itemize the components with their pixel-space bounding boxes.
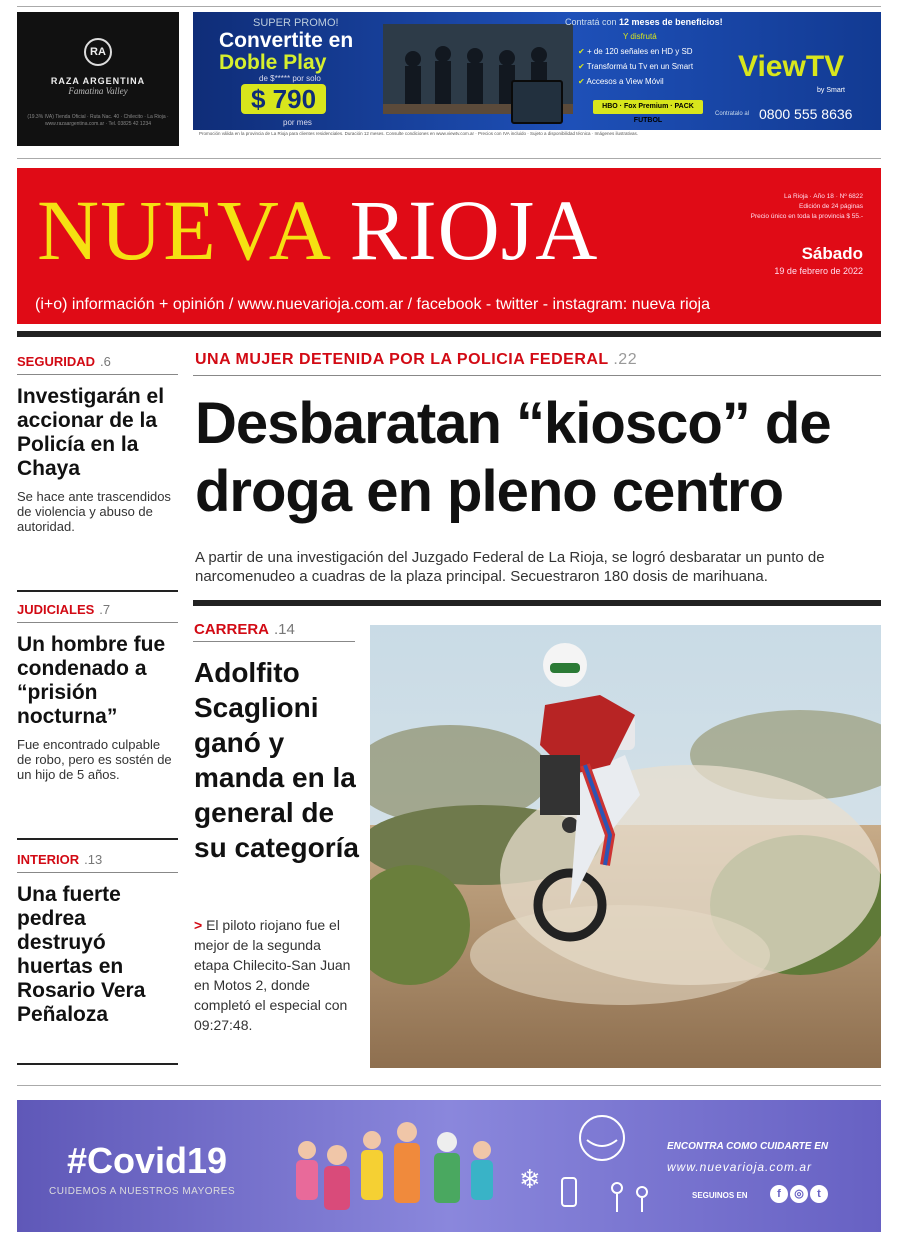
hygiene-icons xyxy=(507,1108,657,1226)
section-name: CARRERA xyxy=(194,621,269,638)
edition-meta-line: La Rioja · Año 18 · Nº 6822 xyxy=(784,193,863,200)
viewtv-offer xyxy=(219,30,353,74)
raza-brand: RAZA ARGENTINA xyxy=(50,76,146,86)
raza-argentina-ad[interactable] xyxy=(17,12,179,146)
kicker-rule xyxy=(193,375,881,376)
facebook-icon[interactable]: f xyxy=(770,1185,788,1203)
section-label xyxy=(17,852,178,867)
covid-find-text: ENCONTRA COMO CUIDARTE EN xyxy=(667,1141,829,1152)
raza-logo: RA xyxy=(84,38,112,66)
svg-text:❄: ❄ xyxy=(519,1165,541,1195)
viewtv-by-smart: by Smart xyxy=(817,87,846,94)
covid-hashtag: #Covid19 xyxy=(67,1140,228,1181)
second-headline[interactable]: Adolfito Scaglioni ganó y manda en la general de su categoría xyxy=(194,657,359,863)
viewtv-logo: ViewTV xyxy=(738,50,845,83)
masthead-underline xyxy=(17,331,881,337)
instagram-icon[interactable]: ◎ xyxy=(790,1185,808,1203)
section-rule xyxy=(17,374,178,375)
covid-slogan: CUIDEMOS A NUESTROS MAYORES xyxy=(49,1186,236,1197)
viewtv-ad[interactable] xyxy=(193,12,881,146)
edition-date: 19 de febrero de 2022 xyxy=(774,266,863,276)
section-name: SEGURIDAD xyxy=(17,354,96,369)
sidebar-deck: Fue encontrado culpable de robo, pero es sostén de un hijo de 5 años. xyxy=(17,737,172,782)
viewtv-disfruta: Y disfrutá xyxy=(623,32,657,41)
viewtv-offer-line1: Convertite en xyxy=(219,29,354,52)
raza-subbrand: Famatina Valley xyxy=(68,86,128,96)
viewtv-contact-label: Contratalo al xyxy=(715,111,750,117)
section-rule xyxy=(193,641,355,642)
viewtv-promo-label: SUPER PROMO! xyxy=(253,17,339,29)
sidebar-headline[interactable]: Una fuerte pedrea destruyó huertas en Rosario Vera Peñaloza xyxy=(17,883,146,1026)
viewtv-offer-line2: Doble Play xyxy=(219,51,327,74)
tablet-image xyxy=(511,80,563,124)
covid-banner[interactable] xyxy=(17,1100,881,1232)
viewtv-benefits-title xyxy=(565,17,723,27)
viewtv-benefits-bold: 12 meses de beneficios! xyxy=(619,17,723,27)
sidebar-deck: Se hace ante trascendidos de violencia y abuso de autoridad. xyxy=(17,489,171,534)
viewtv-phone[interactable]: 0800 555 8636 xyxy=(759,106,853,122)
title-rioja: RIOJA xyxy=(349,182,599,278)
second-deck xyxy=(194,915,359,1035)
section-name: INTERIOR xyxy=(17,852,80,867)
bottom-divider xyxy=(17,1085,881,1086)
newspaper-title[interactable] xyxy=(37,180,598,280)
section-name: JUDICIALES xyxy=(17,602,95,617)
sidebar-divider xyxy=(17,590,178,592)
section-page: .13 xyxy=(84,852,103,867)
main-headline[interactable]: Desbaratan “kiosco” de droga en pleno centro xyxy=(195,391,831,524)
social-links xyxy=(770,1184,830,1203)
main-story-divider xyxy=(193,600,881,606)
viewtv-channel-chips: HBO · Fox Premium · PACK FUTBOL xyxy=(593,100,703,114)
covid-follow: SEGUINOS EN xyxy=(692,1191,748,1200)
second-section-label xyxy=(194,621,295,638)
twitter-icon[interactable]: t xyxy=(810,1185,828,1203)
top-divider xyxy=(17,6,881,7)
edition-meta xyxy=(751,192,863,222)
edition-meta-line: Edición de 24 páginas xyxy=(799,203,863,210)
viewtv-benefit: ✔ + de 120 señales en HD y SD xyxy=(578,44,693,59)
family-illustration xyxy=(282,1110,512,1230)
sidebar-item-interior[interactable] xyxy=(17,852,178,1027)
main-lead: A partir de una investigación del Juzgado Federal de La Rioja, se logró desbaratar un punto de narcomenudeo a cuadras de la plaza principal. Secuestraron 180 dosis de marihuana. xyxy=(195,549,825,585)
masthead-tagline: (i+o) información + opinión / www.nuevarioja.com.ar / facebook - twitter - instagram: nueva rioja xyxy=(35,296,710,313)
section-label xyxy=(17,354,178,369)
section-label xyxy=(17,602,178,617)
viewtv-per-month: por mes xyxy=(283,118,312,127)
main-kicker-page: .22 xyxy=(613,351,638,368)
section-rule xyxy=(17,622,178,623)
main-kicker-text: UNA MUJER DETENIDA POR LA POLICIA FEDERAL xyxy=(195,351,609,368)
title-nueva: NUEVA xyxy=(37,182,328,278)
sidebar-divider xyxy=(17,1063,178,1065)
covid-url[interactable]: www.nuevarioja.com.ar xyxy=(667,1160,813,1174)
motorbike-illustration xyxy=(370,625,881,1068)
main-kicker xyxy=(195,351,637,369)
edition-day: Sábado xyxy=(801,244,863,263)
viewtv-desde: de $***** por solo xyxy=(259,74,321,83)
motorbike-photo[interactable] xyxy=(370,625,881,1068)
section-page: .14 xyxy=(274,621,295,638)
chevron-right-icon: > xyxy=(194,917,203,933)
edition-meta-line: Precio único en toda la provincia $ 55.- xyxy=(750,213,863,220)
sidebar-item-judiciales[interactable] xyxy=(17,602,178,782)
viewtv-legal: Promoción válida en la provincia de La Rioja para clientes residenciales. Duración 12 meses. Consulte condiciones en www.viewtv.com.ar · Precios con IVA incluido · Sujeto a disponibilidad técnica · Imágenes ilustrativas. xyxy=(193,130,881,146)
viewtv-benefit: ✔ Transformá tu Tv en un Smart xyxy=(578,59,693,74)
section-rule xyxy=(17,872,178,873)
ads-divider xyxy=(17,158,881,159)
viewtv-benefit-list xyxy=(578,44,693,89)
viewtv-price: $ 790 xyxy=(241,84,326,114)
sidebar-headline[interactable]: Un hombre fue condenado a “prisión nocturna” xyxy=(17,633,166,728)
section-page: .7 xyxy=(99,602,111,617)
sidebar-divider xyxy=(17,838,178,840)
masthead xyxy=(17,168,881,324)
sidebar-headline[interactable]: Investigarán el accionar de la Policía en la Chaya xyxy=(17,385,165,480)
sidebar-item-seguridad[interactable] xyxy=(17,354,178,534)
section-page: .6 xyxy=(100,354,111,369)
viewtv-benefit: ✔ Accesos a View Móvil xyxy=(578,74,693,89)
viewtv-benefits-pre: Contratá con xyxy=(565,17,617,27)
raza-fine-print: (19.3% IVA) Tienda Oficial · Ruta Nac. 40 · Chilecito · La Rioja · www.razaargentina.com.ar · Tel. 03825 42 1234 xyxy=(27,114,169,127)
second-deck-text: El piloto riojano fue el mejor de la segunda etapa Chilecito-San Juan en Motos 2, donde completó el especial con 09:27:48. xyxy=(194,917,351,1033)
